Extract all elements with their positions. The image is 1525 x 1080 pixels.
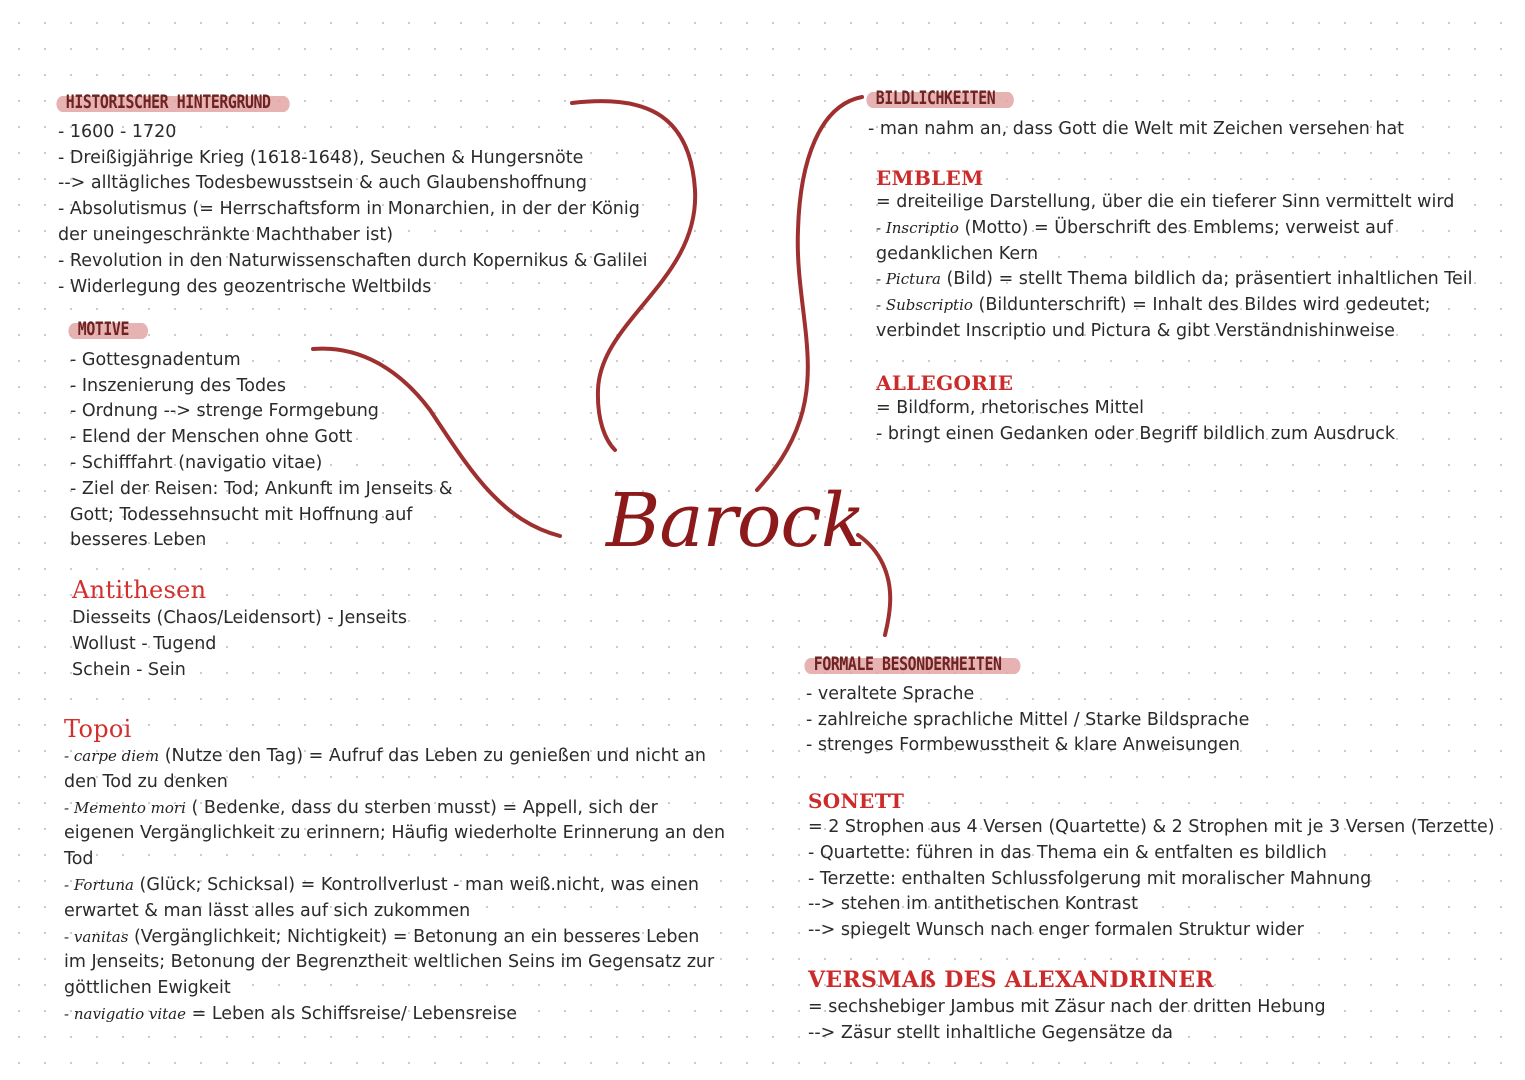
historisch-line: --> alltägliches Todesbewusstsein & auch Glaubenshoffnung — [58, 173, 587, 194]
topoi-item: - navigatio vitae = Leben als Schiffsreise/ Lebensreise — [64, 1003, 518, 1024]
bildlichkeiten-line: - man nahm an, dass Gott die Welt mit Zeichen versehen hat — [868, 118, 1405, 139]
emblem-line: gedanklichen Kern — [876, 243, 1039, 264]
motive-line: - Elend der Menschen ohne Gott — [70, 427, 353, 448]
antithesen-line: Wollust - Tugend — [72, 633, 217, 654]
sonett-line: - Quartette: führen in das Thema ein & entfalten es bildlich — [808, 842, 1327, 863]
topoi-cont: den Tod zu denken — [64, 771, 228, 792]
emblem-heading: EMBLEM — [876, 166, 984, 190]
page-title: Barock — [606, 478, 865, 564]
bildlichkeiten-heading: BILDLICHKEITEN — [868, 85, 1003, 111]
emblem-section — [876, 190, 1472, 345]
sonett-line: - Terzette: enthalten Schlussfolgerung mit moralischer Mahnung — [808, 868, 1372, 889]
emblem-subscriptio: - Subscriptio (Bildunterschrift) = Inhalt des Bildes wird gedeutet; — [876, 295, 1431, 316]
formale-line: - veraltete Sprache — [806, 683, 975, 704]
topoi-term: Fortuna — [73, 875, 134, 894]
motive-line: - Schifffahrt (navigatio vitae) — [70, 452, 323, 473]
allegorie-line: = Bildform, rhetorisches Mittel — [876, 398, 1144, 418]
sonett-line: --> spiegelt Wunsch nach enger formalen Struktur wider — [808, 920, 1304, 941]
motive-line: - Gottesgnadentum — [70, 349, 241, 370]
topoi-term: carpe diem — [73, 747, 160, 765]
connector-bildlichkeiten — [757, 97, 862, 490]
antithesen-line: Diesseits (Chaos/Leidensort) - Jenseits — [72, 608, 408, 628]
formale-section — [806, 651, 1249, 759]
motive-line: - Ordnung --> strenge Formgebung — [70, 401, 379, 422]
topoi-term: vanitas — [73, 927, 129, 946]
formale-line: - zahlreiche sprachliche Mittel / Starke Bildsprache — [806, 709, 1250, 730]
historisch-line: - Revolution in den Naturwissenschaften durch Kopernikus & Galilei — [58, 250, 648, 271]
topoi-item: - Memento mori ( Bedenke, dass du sterben musst) = Appell, sich der — [64, 797, 658, 818]
topoi-cont: erwartet & man lässt alles auf sich zukommen — [64, 900, 471, 921]
versmass-heading: VERSMAß DES ALEXANDRINER — [808, 967, 1214, 993]
topoi-term: Memento mori — [73, 798, 186, 817]
formale-heading: FORMALE BESONDERHEITEN — [806, 651, 1009, 677]
sonett-line: = 2 Strophen aus 4 Versen (Quartette) & 2 Strophen mit je 3 Versen (Terzette) — [808, 817, 1495, 837]
topoi-section — [64, 744, 725, 1028]
antithesen-line: Schein - Sein — [72, 659, 186, 680]
allegorie-heading: ALLEGORIE — [876, 371, 1014, 395]
versmass-line: --> Zäsur stellt inhaltliche Gegensätze da — [808, 1022, 1174, 1043]
topoi-cont: im Jenseits; Betonung der Begrenztheit weltlichen Seins im Gegensatz zur — [64, 952, 715, 973]
topoi-term: navigatio vitae — [73, 1004, 187, 1023]
sonett-section — [808, 815, 1495, 944]
historisch-line: der uneingeschränkte Machthaber ist) — [58, 224, 394, 245]
emblem-inscriptio: - Inscriptio (Motto) = Überschrift des Emblems; verweist auf — [876, 217, 1394, 238]
antithesen-heading: Antithesen — [72, 576, 207, 604]
emblem-pictura: - Pictura (Bild) = stellt Thema bildlich da; präsentiert inhaltlichen Teil — [876, 269, 1473, 290]
motive-line: - Inszenierung des Todes — [70, 375, 286, 396]
topoi-heading: Topoi — [64, 715, 132, 743]
motive-line: besseres Leben — [70, 530, 207, 551]
historisch-heading: HISTORISCHER HINTERGRUND — [58, 89, 278, 115]
allegorie-line: - bringt einen Gedanken oder Begriff bildlich zum Ausdruck — [876, 423, 1396, 444]
versmass-section — [808, 995, 1326, 1047]
emblem-line: verbindet Inscriptio und Pictura & gibt Verständnishinweise — [876, 320, 1395, 341]
sonett-line: --> stehen im antithetischen Kontrast — [808, 894, 1138, 915]
motive-heading: MOTIVE — [70, 316, 137, 342]
formale-line: - strenges Formbewusstheit & klare Anweisungen — [806, 735, 1241, 756]
motive-line: Gott; Todessehnsucht mit Hoffnung auf — [70, 504, 413, 525]
antithesen-section — [72, 606, 407, 683]
topoi-item: - Fortuna (Glück; Schicksal) = Kontrollverlust - man weiß.nicht, was einen — [64, 874, 699, 895]
historisch-line: - Absolutismus (= Herrschaftsform in Monarchien, in der der König — [58, 199, 640, 220]
sonett-heading: SONETT — [808, 789, 905, 813]
allegorie-section — [876, 396, 1395, 448]
historisch-line: - Dreißigjährige Krieg (1618-1648), Seuchen & Hungersnöte — [58, 147, 584, 168]
topoi-cont: eigenen Vergänglichkeit zu erinnern; Häufig wiederholte Erinnerung an den — [64, 823, 726, 844]
topoi-cont: göttlichen Ewigkeit — [64, 978, 231, 999]
topoi-item: - vanitas (Vergänglichkeit; Nichtigkeit) = Betonung an ein besseres Leben — [64, 926, 700, 947]
emblem-line: = dreiteilige Darstellung, über die ein tieferer Sinn vermittelt wird — [876, 192, 1455, 212]
motive-section — [70, 316, 453, 554]
topoi-cont: Tod — [64, 849, 94, 870]
historisch-section — [58, 89, 647, 300]
topoi-item: - carpe diem (Nutze den Tag) = Aufruf das Leben zu genießen und nicht an — [64, 746, 706, 766]
historisch-line: - 1600 - 1720 — [58, 121, 177, 142]
motive-line: - Ziel der Reisen: Tod; Ankunft im Jenseits & — [70, 478, 453, 499]
bildlichkeiten-section — [868, 85, 1404, 143]
historisch-line: - Widerlegung des geozentrische Weltbilds — [58, 276, 432, 297]
versmass-line: = sechshebiger Jambus mit Zäsur nach der dritten Hebung — [808, 997, 1326, 1017]
